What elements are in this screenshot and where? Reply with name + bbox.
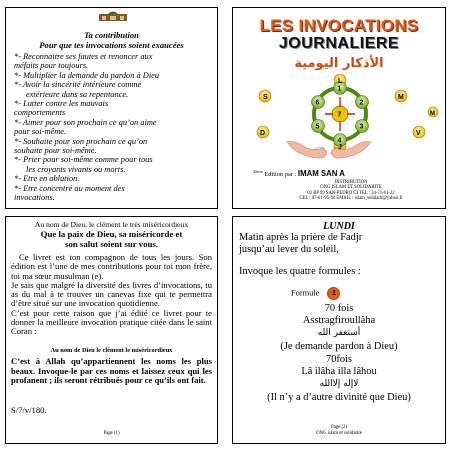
formula-instruction: Invoque les quatre formules : [239,266,361,277]
list-line: comportements [14,108,66,118]
greeting-line-2: son salut soient sur vous. [65,239,158,249]
page-org: ONG islam et solidarité [316,430,362,436]
cover-subtitle: JOURNALIERE [278,35,400,52]
count-1: 70 fois [324,303,354,314]
quran-reference: S/7/v/180. [11,405,47,415]
bismillah-subheading: Au nom de Dieu le clément le miséricordieux [50,347,173,354]
formula-number-badge: 1 [327,287,340,300]
transliteration-2: Lâ ilâha illa lâhou [301,366,377,377]
list-line: invocations. [14,193,55,203]
meaning-2: (Il n’y a d’autre divinité que Dieu) [267,392,411,403]
list-line: souhaite pour soi-même. [14,146,97,156]
author-name: IMAM SAN A [297,169,345,179]
paragraph: C’est pour cette raison que j’ai édité ce livret pour te donner la meilleure invocation pratique citée dans le saint Coran : [11,307,212,337]
day-label-lower-right: V [416,130,421,137]
day-label-top: L [338,78,343,85]
bismillah-heading: Au nom de Dieu, le clément le très miséricordieux [34,220,189,229]
num-label-3: 3 [359,123,364,131]
title-line-2: Pour que tes invocations soient exaucées [39,40,184,50]
num-label-6: 6 [315,99,320,107]
meaning-1: (Je demande pardon à Dieu) [280,341,398,352]
contribution-title [6,30,217,50]
intro-text [11,253,212,337]
page-footer [233,425,445,437]
edition-sup: 2ème [253,169,263,174]
cover-title: LES INVOCATIONS [259,16,419,35]
list-line: *- Lutter contre les mauvais [14,99,109,109]
list-line: *- Prier pour soi-même comme pour tous [14,155,153,165]
dist-line: CEL : 07-61-95-60 EMAIL : islam_solidarit@yahoo.fr [299,196,403,202]
time-line-2: jusqu’au lever du soleil, [239,244,339,255]
list-line: *- Aimer pour son prochain ce qu’on aime [14,117,157,127]
arabic-2: لاإله إلاالله [319,379,359,389]
edition-label: Edition par : [264,171,297,179]
transliteration-1: Asstragfiroullâha [302,315,376,326]
greeting-line-1: Que la paix de Dieu, sa miséricorde et [40,229,183,239]
time-line-1: Matin après la prière de Fadjr [239,232,363,243]
dist-line: 02 BP 99 SAN-PEDRO CI TEL : 34-71-61-22 [307,190,395,196]
list-line: méfaits pour toujours. [14,61,89,71]
page-2 [232,216,446,444]
greeting [10,229,213,249]
count-2: 70fois [326,354,352,365]
day-heading: LUNDI [323,221,355,232]
quran-quote: C’est à Allah qu’appartiennent les noms les plus beaux. Invoque-le par ces noms et laissez ceux qui les profanent ; ils seront rétribués pour ce qu’ils ont fait. [11,356,212,386]
formula-text: Formule [291,288,320,298]
num-label-7: 7 [337,111,342,119]
day-label-bottom: J [338,144,342,151]
edition-line [253,169,345,178]
dist-line: DISTRIBUTION [334,180,368,185]
title-line-1: Ta contribution [84,30,139,40]
num-label-5: 5 [315,123,320,131]
page-number: Page (1) [103,431,120,436]
day-label-left: S [263,94,268,101]
day-label-right: M [398,94,404,101]
praying-hands-icon [283,136,375,164]
arabic-1: أستغفر الله [317,328,361,338]
time-instruction [239,232,362,256]
paragraph: Je sais que malgré la diversité des livres d’invocations, tu as du mal à te trouver un canevas fixe qui te permettra d’être situé sur une invocation quotidienne. [11,279,212,309]
cover-arabic-title: الأذكار اليومية [294,56,384,71]
num-label-2: 2 [359,99,364,107]
page-number: Page (2) [330,425,348,430]
list-line: extérieure dans sa repentance. [26,89,129,99]
day-label-upper-right: M [430,111,435,117]
num-label-1: 1 [337,85,342,93]
num-label-4: 4 [337,137,342,145]
page-1 [5,216,218,444]
list-line: *- Multiplier la demande du pardon à Dieu [14,70,160,80]
list-line: *- Etre concentré au moment des [14,183,125,193]
page-contribution [5,7,218,209]
list-line: *- Souhaite pour son prochain ce qu’on [14,136,148,146]
distribution-block [263,180,439,202]
list-line: *- Reconnaitre ses fautes et renoncer aux [14,52,153,61]
formula-label [291,287,340,300]
list-line: *- Avoir la sincérité intérieure comme [14,80,142,90]
list-line: *- Etre en ablution. [14,174,80,184]
list-line: les croyants vivants ou morts. [26,164,126,174]
paragraph: Ce livret est ton compagnon de tous les jours. Son édition est l’une de mes contributions pour toi mon frère, toi ma sœur musulman (e). [11,252,212,281]
dist-line: ONG ISLAM ET SOLIDARITE [320,185,382,191]
contribution-list [14,52,211,203]
day-label-lower-left: D [260,130,266,137]
cover-page [232,7,446,209]
list-line: pour soi-même. [14,127,67,137]
mosque-logo-icon [96,10,130,22]
